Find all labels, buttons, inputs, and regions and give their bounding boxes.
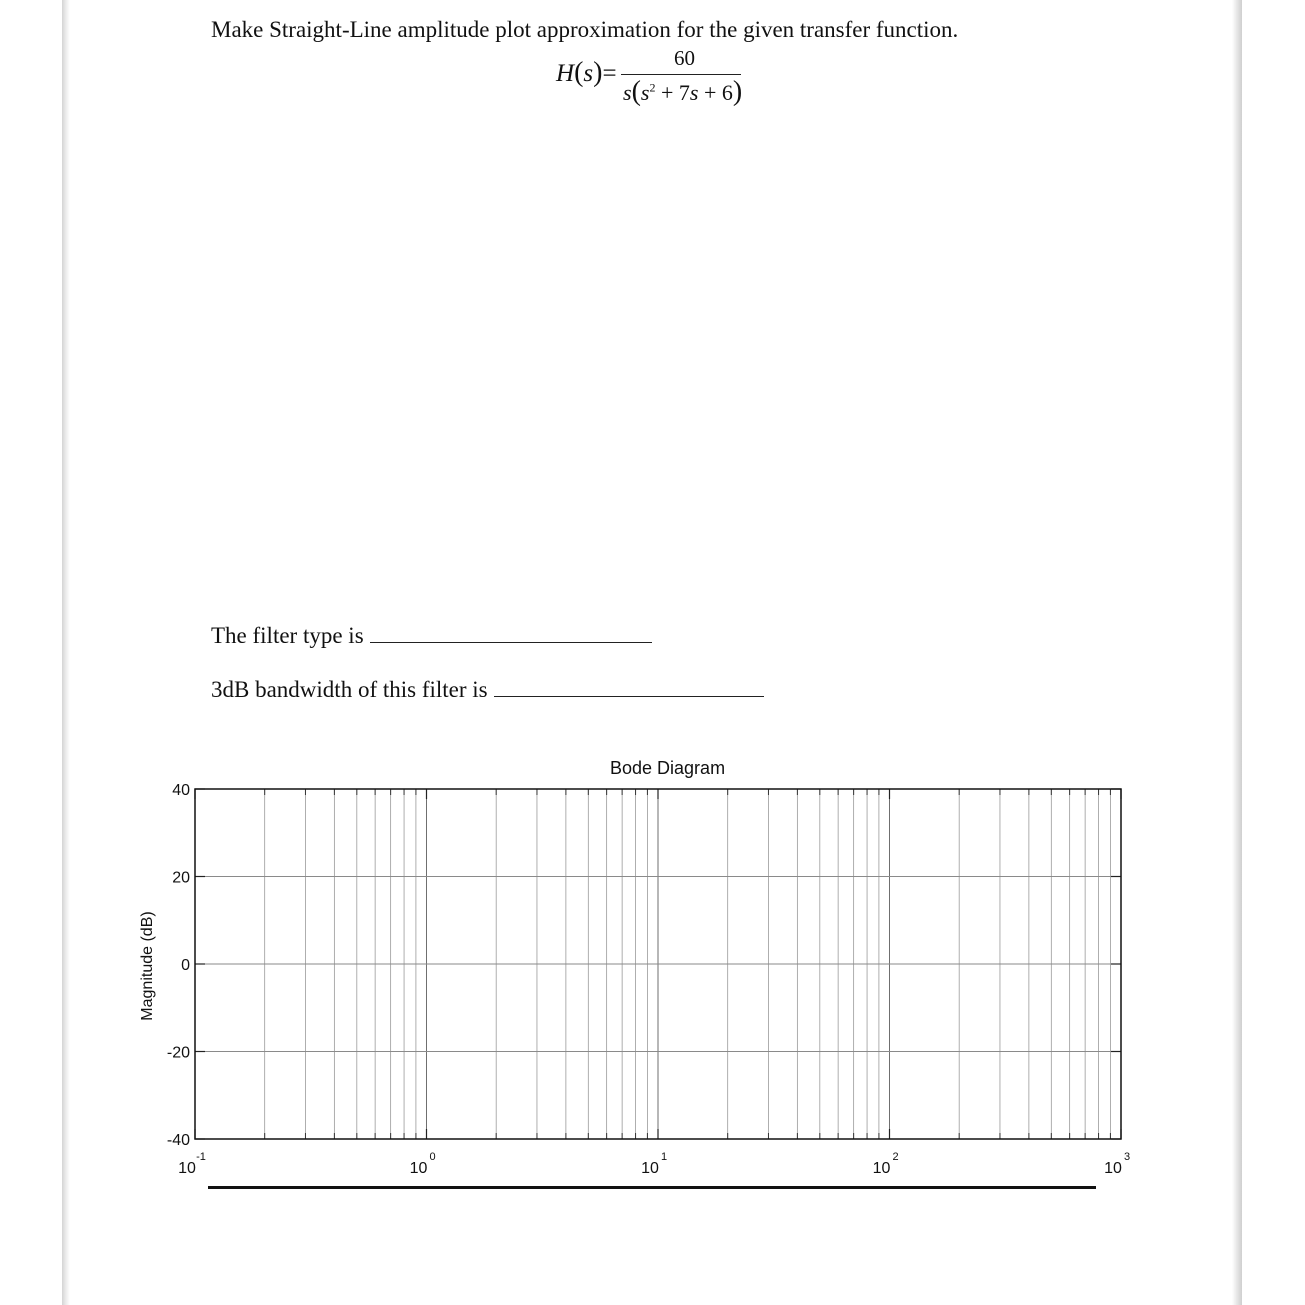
den-s-outer: s [623,80,632,105]
equation-denominator: $s(s^2 + 7s + 6)$ [623,76,743,107]
x-tick-label-base: 10 [409,1160,428,1177]
y-tick-label: 40 [172,782,190,799]
den-exponent: 2 [649,80,656,95]
x-tick-label-exponent: 3 [1123,1151,1131,1163]
y-tick-label: 20 [172,869,190,887]
x-tick-label-base: 10 [641,1160,659,1177]
y-axis-label: Magnitude (dB) [139,911,156,1021]
x-tick-label-exponent: 2 [892,1151,899,1163]
question-prompt: Make Straight-Line amplitude plot approximation for the given transfer function. [211,17,959,42]
bandwidth-label: 3dB bandwidth of this filter is [211,677,488,702]
x-tick-label-base: 10 [872,1160,891,1177]
den-s-linear: s [689,80,699,105]
equation-func-name: H [556,60,575,87]
filter-type-label: The filter type is [211,623,364,648]
equation-lhs: H(s)= [556,57,617,88]
x-tick-label-base: 10 [1104,1160,1122,1177]
den-s-squared: s [640,80,650,105]
x-tick-label-exponent: 0 [429,1151,436,1163]
x-tick-label-base: 10 [178,1160,196,1177]
den-const: + 6 [703,80,733,105]
chart-title: Bode Diagram [610,758,726,778]
y-tick-label: 0 [181,957,190,974]
y-tick-label: -40 [166,1132,190,1149]
y-tick-label: -20 [166,1044,190,1062]
x-tick-label-exponent: -1 [196,1151,206,1163]
den-coef: + 7 [660,80,690,105]
equation-numerator: 60 [674,46,695,70]
bottom-rule [208,1186,1096,1189]
x-tick-label-exponent: 1 [660,1151,668,1163]
equation-lhs-var: s [583,60,594,87]
